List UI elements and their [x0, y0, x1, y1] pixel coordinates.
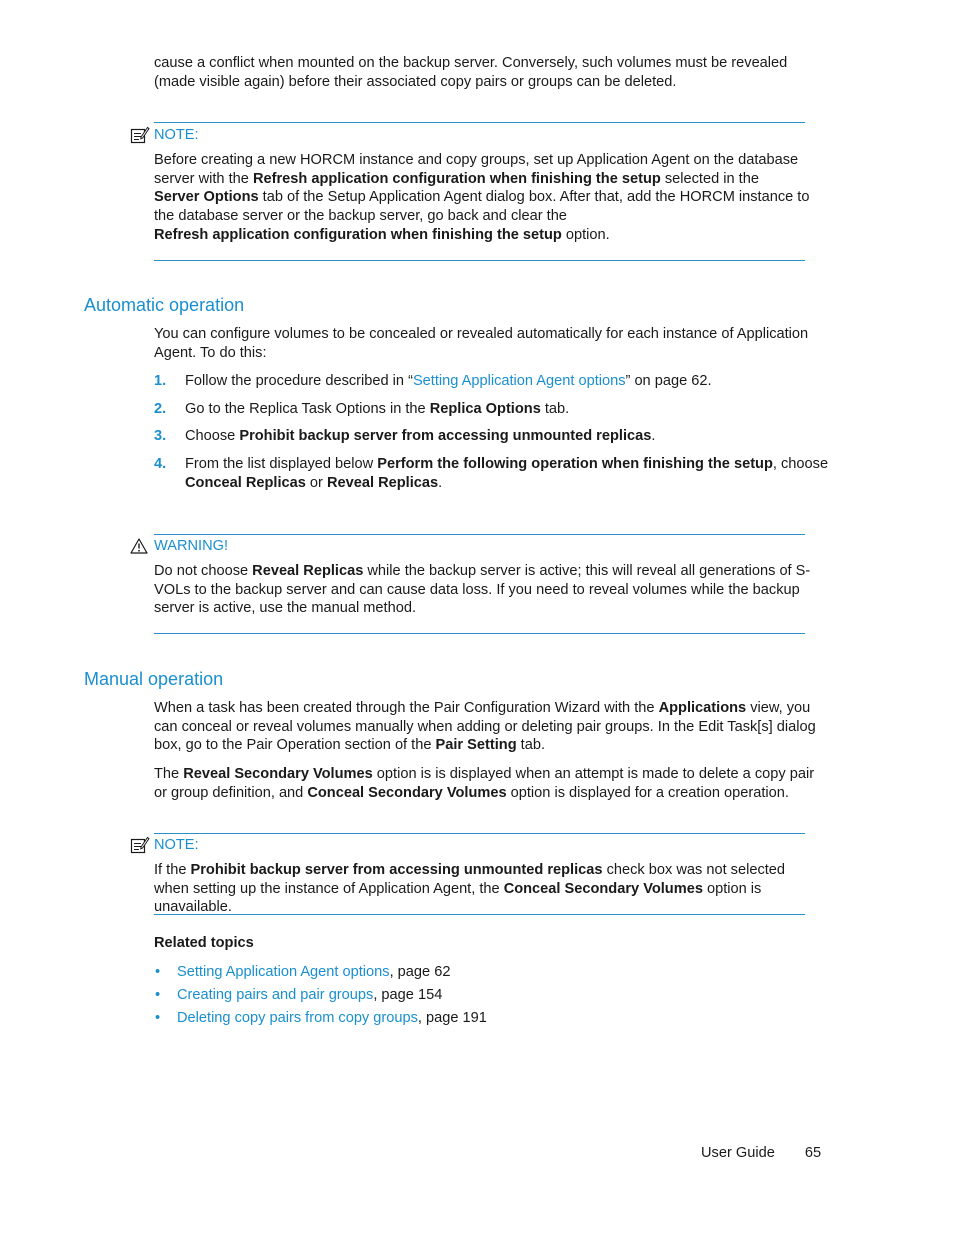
warning-body: Do not choose Reveal Replicas while the backup server is active; this will reveal all generations of S-VOLs to the backup server and can cause data loss. If you need to reveal volumes while the backup server is active, use the manual method. [154, 563, 811, 617]
automatic-steps [154, 372, 834, 493]
automatic-intro: You can configure volumes to be concealed or revealed automatically for each instance of Application Agent. To do this: [154, 326, 809, 361]
warning-header [130, 536, 228, 556]
step-item: 2. Go to the Replica Task Options in the Replica Options tab. [154, 400, 570, 417]
list-item: • Creating pairs and pair groups, page 154 [155, 987, 443, 1003]
note-top-rule [154, 833, 805, 834]
warning-bottom-rule [154, 633, 805, 634]
section-heading-automatic: Automatic operation [84, 295, 245, 315]
page-number: 65 [804, 1145, 822, 1161]
related-link-deleting-copy-pairs[interactable]: Deleting copy pairs from copy groups [177, 1010, 418, 1026]
manual-paragraph-2: The Reveal Secondary Volumes option is is displayed when an attempt is made to delete a copy pair or group definition, and Conceal Secondary Volumes option is displayed for a creation operation. [154, 766, 815, 801]
list-item: • Setting Application Agent options, page 62 [155, 964, 451, 980]
related-link-setting-agent-options[interactable]: Setting Application Agent options [177, 964, 390, 980]
manual-paragraph-1: When a task has been created through the Pair Configuration Wizard with the Applications view, you can conceal or reveal volumes manually when adding or deleting pair groups. In the Edit Task[s] dialog box, go to the Pair Operation section of the Pair Setting tab. [154, 700, 816, 754]
note-body: If the Prohibit backup server from accessing unmounted replicas check box was not selected when setting up the instance of Application Agent, the Conceal Secondary Volumes option is unavailable. [154, 862, 786, 916]
list-item: • Deleting copy pairs from copy groups, page 191 [155, 1010, 487, 1026]
step-item: 4. From the list displayed below Perform the following operation when finishing the setup, choose Conceal Replicas or Reveal Replicas. [154, 456, 829, 491]
setting-agent-options-link[interactable]: Setting Application Agent options [412, 373, 626, 389]
note-bottom-rule [154, 260, 805, 261]
section-heading-manual: Manual operation [84, 669, 224, 689]
footer-guide-title: User Guide [701, 1145, 775, 1161]
related-link-creating-pairs[interactable]: Creating pairs and pair groups [177, 987, 374, 1003]
related-topics-heading: Related topics [154, 935, 254, 951]
note-header [130, 125, 199, 145]
step-item: 3. Choose Prohibit backup server from accessing unmounted replicas. [154, 428, 656, 445]
note-label: NOTE: [154, 126, 199, 143]
related-topics-list [154, 963, 487, 1032]
bullet-icon: • [155, 1010, 161, 1026]
note-top-rule [154, 122, 805, 123]
bullet-icon: • [155, 987, 161, 1003]
warning-icon [130, 537, 150, 555]
note-label: NOTE: [154, 836, 199, 853]
bullet-icon: • [155, 964, 161, 980]
step-item: 1. Follow the procedure described in “Setting Application Agent options” on page 62. [154, 373, 712, 389]
warning-label: WARNING! [154, 537, 229, 554]
note-icon [130, 836, 150, 854]
note-body: Before creating a new HORCM instance and copy groups, set up Application Agent on the database server with the Refresh application configuration when finishing the setup selected in the Server Options tab of the Setup Application Agent dialog box. After that, add the HORCM instance to the database server or the backup server, go back and clear the Refresh application configuration when finishing the setup option. [154, 152, 810, 243]
page-footer [701, 1144, 821, 1163]
note-bottom-rule [154, 914, 805, 915]
note-header [130, 835, 199, 855]
note-icon [130, 126, 150, 144]
warning-top-rule [154, 534, 805, 535]
intro-paragraph: cause a conflict when mounted on the backup server. Conversely, such volumes must be revealed (made visible again) before their associated copy pairs or groups can be deleted. [154, 55, 788, 90]
